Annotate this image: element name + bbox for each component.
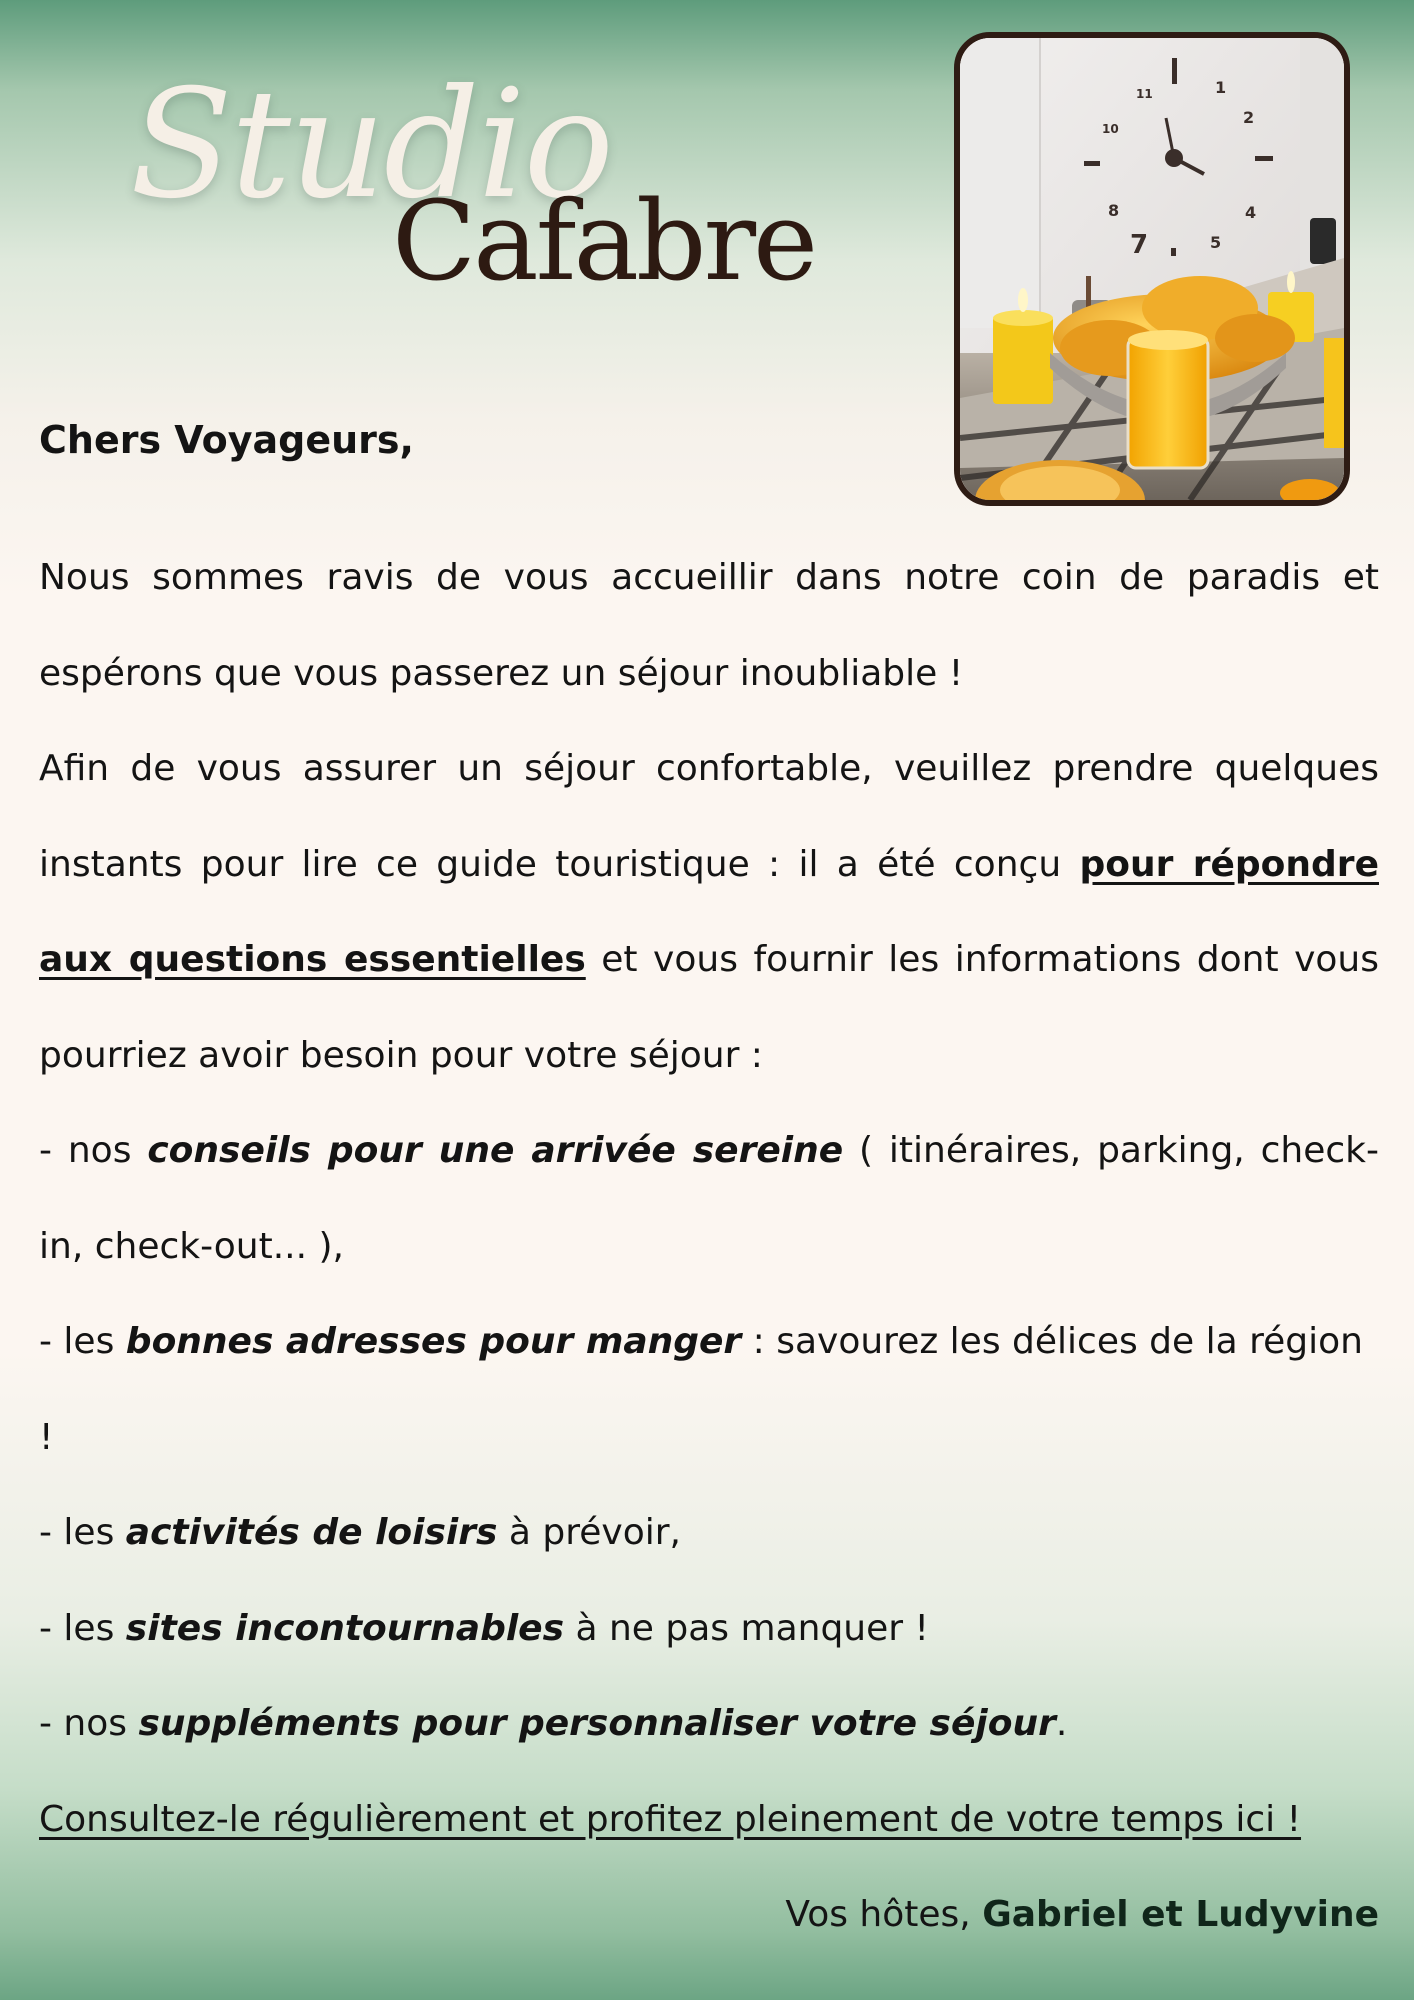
svg-text:8: 8 <box>1108 201 1120 220</box>
svg-text:4: 4 <box>1245 203 1257 222</box>
list-item <box>39 1581 1379 1677</box>
list-item-emphasis: conseils pour une arrivée sereine <box>147 1130 844 1171</box>
list-item-suffix: ( itinéraires, parking, check-in, check-out... ), <box>39 1130 1379 1267</box>
list-item <box>39 1103 1379 1294</box>
list-item-prefix: - les <box>39 1607 126 1649</box>
list-item <box>39 1485 1379 1581</box>
signature-prefix: Vos hôtes, <box>785 1894 983 1935</box>
intro-paragraph: Nous sommes ravis de vous accueillir dans notre coin de paradis et espérons que vous passerez un séjour inoubliable ! <box>39 557 1379 694</box>
guide-paragraph <box>39 721 1379 1103</box>
closing-text: Consultez-le régulièrement et profitez pleinement de votre temps ici ! <box>39 1798 1302 1840</box>
list-item-prefix: - nos <box>39 1703 139 1744</box>
list-item-prefix: - les <box>39 1321 126 1362</box>
list-item-prefix: - les <box>39 1512 126 1553</box>
welcome-letter <box>39 530 1379 1963</box>
guide-text-post: et vous fournir les informations dont vous pourriez avoir besoin pour votre séjour : <box>39 939 1380 1076</box>
list-item-suffix: à prévoir, <box>497 1512 681 1553</box>
list-item <box>39 1676 1379 1772</box>
closing-line <box>39 1772 1379 1868</box>
list-item-emphasis: activités de loisirs <box>125 1512 498 1553</box>
list-item <box>39 1294 1379 1485</box>
breakfast-photo-icon <box>960 38 1344 500</box>
logo-cafabre-text: Cafabre <box>392 177 816 305</box>
guide-text-pre: Afin de vous assurer un séjour confortable, veuillez prendre quelques instants pour lire ce guide touristique : il a été conçu <box>39 748 1379 885</box>
list-item-emphasis: bonnes adresses pour manger <box>125 1321 742 1362</box>
signature <box>39 1867 1379 1963</box>
studio-cafabre-logo <box>130 58 830 320</box>
logo-studio-text: Studio <box>130 58 612 232</box>
svg-text:5: 5 <box>1210 233 1222 252</box>
list-item-prefix: - nos <box>39 1130 148 1171</box>
svg-text:1: 1 <box>1215 78 1227 97</box>
svg-text:7: 7 <box>1130 230 1149 260</box>
breakfast-photo <box>954 32 1350 506</box>
svg-text:11: 11 <box>1136 87 1153 101</box>
svg-text:10: 10 <box>1102 122 1119 136</box>
list-item-suffix: à ne pas manquer ! <box>564 1607 929 1649</box>
guide-emphasis: pour répondre aux questions essentielles <box>39 843 1379 980</box>
list-item-emphasis: sites incontournables <box>125 1607 565 1649</box>
list-item-emphasis: suppléments pour personnaliser votre séjour <box>138 1703 1056 1744</box>
signature-names: Gabriel et Ludyvine <box>982 1894 1379 1935</box>
list-item-suffix: : savourez les délices de la région ! <box>39 1321 1363 1458</box>
svg-text:2: 2 <box>1243 108 1255 127</box>
list-item-suffix: . <box>1055 1703 1068 1744</box>
greeting-heading: Chers Voyageurs, <box>39 418 414 462</box>
